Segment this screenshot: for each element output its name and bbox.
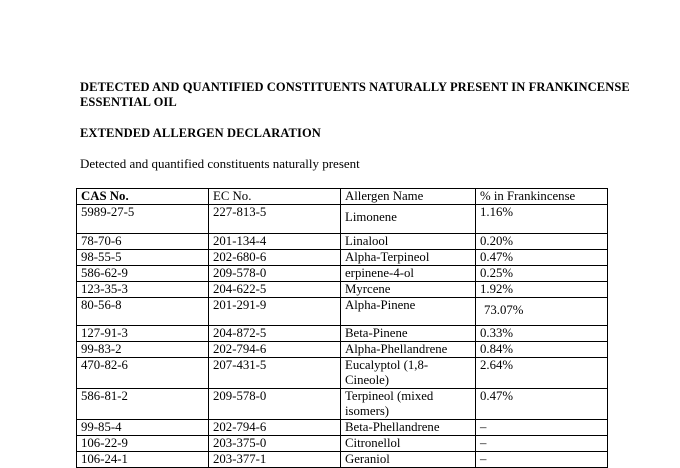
cell-ec: 207-431-5 [209,358,341,389]
cell-ec: 203-375-0 [209,436,341,452]
table-header-row [77,189,608,205]
cell-percent: 0.84% [476,342,608,358]
cell-percent: – [476,420,608,436]
cell-ec: 201-134-4 [209,234,341,250]
cell-ec: 227-813-5 [209,205,341,234]
cell-cas: 80-56-8 [77,298,209,326]
cell-cas: 127-91-3 [77,326,209,342]
header-name: Allergen Name [341,189,476,205]
cell-percent: 0.25% [476,266,608,282]
cell-name [341,205,476,234]
cell-ec: 209-578-0 [209,389,341,420]
cell-name: Beta-Pinene [341,326,476,342]
cell-cas: 99-83-2 [77,342,209,358]
cell-percent: 1.92% [476,282,608,298]
allergen-table [76,188,608,468]
table-row [77,298,608,326]
cell-cas: 106-24-1 [77,452,209,468]
cell-percent: – [476,436,608,452]
cell-name: Eucalyptol (1,8-Cineole) [341,358,476,389]
cell-name: Linalool [341,234,476,250]
table-row [77,205,608,234]
cell-cas: 470-82-6 [77,358,209,389]
cell-name: Myrcene [341,282,476,298]
cell-percent: 0.20% [476,234,608,250]
cell-name-text: Limonene [345,210,397,224]
cell-cas: 586-62-9 [77,266,209,282]
cell-cas: 106-22-9 [77,436,209,452]
cell-ec: 209-578-0 [209,266,341,282]
cell-ec: 204-622-5 [209,282,341,298]
cell-ec: 202-794-6 [209,342,341,358]
cell-cas: 78-70-6 [77,234,209,250]
cell-cas: 586-81-2 [77,389,209,420]
cell-name: Geraniol [341,452,476,468]
cell-cas: 123-35-3 [77,282,209,298]
table-row [77,266,608,282]
table-row [77,326,608,342]
cell-ec: 202-680-6 [209,250,341,266]
table-row [77,234,608,250]
intro-text: Detected and quantified constituents naturally present [80,156,360,171]
cell-percent: 0.33% [476,326,608,342]
table-row [77,389,608,420]
header-ec: EC No. [209,189,341,205]
cell-name: Beta-Phellandrene [341,420,476,436]
table-row [77,358,608,389]
table-row [77,250,608,266]
table-row [77,342,608,358]
cell-name: Alpha-Phellandrene [341,342,476,358]
document-subtitle: EXTENDED ALLERGEN DECLARATION [80,126,321,140]
cell-name: Alpha-Terpineol [341,250,476,266]
cell-percent: – [476,452,608,468]
header-percent: % in Frankincense [476,189,608,205]
cell-percent: 0.47% [476,389,608,420]
cell-cas: 5989-27-5 [77,205,209,234]
cell-percent: 0.47% [476,250,608,266]
cell-ec: 204-872-5 [209,326,341,342]
table-row [77,282,608,298]
table-row [77,436,608,452]
cell-percent-text: 73.07% [484,303,524,317]
cell-ec: 203-377-1 [209,452,341,468]
cell-ec: 202-794-6 [209,420,341,436]
cell-ec: 201-291-9 [209,298,341,326]
cell-percent: 2.64% [476,358,608,389]
cell-name: Citronellol [341,436,476,452]
document-title: DETECTED AND QUANTIFIED CONSTITUENTS NATURALLY PRESENT IN FRANKINCENSE ESSENTIAL OIL [80,80,630,109]
header-cas: CAS No. [77,189,209,205]
cell-name: erpinene-4-ol [341,266,476,282]
cell-cas: 99-85-4 [77,420,209,436]
table-row [77,420,608,436]
cell-name: Terpineol (mixed isomers) [341,389,476,420]
table-row [77,452,608,468]
cell-percent [476,298,608,326]
cell-cas: 98-55-5 [77,250,209,266]
cell-name: Alpha-Pinene [341,298,476,326]
cell-percent: 1.16% [476,205,608,234]
